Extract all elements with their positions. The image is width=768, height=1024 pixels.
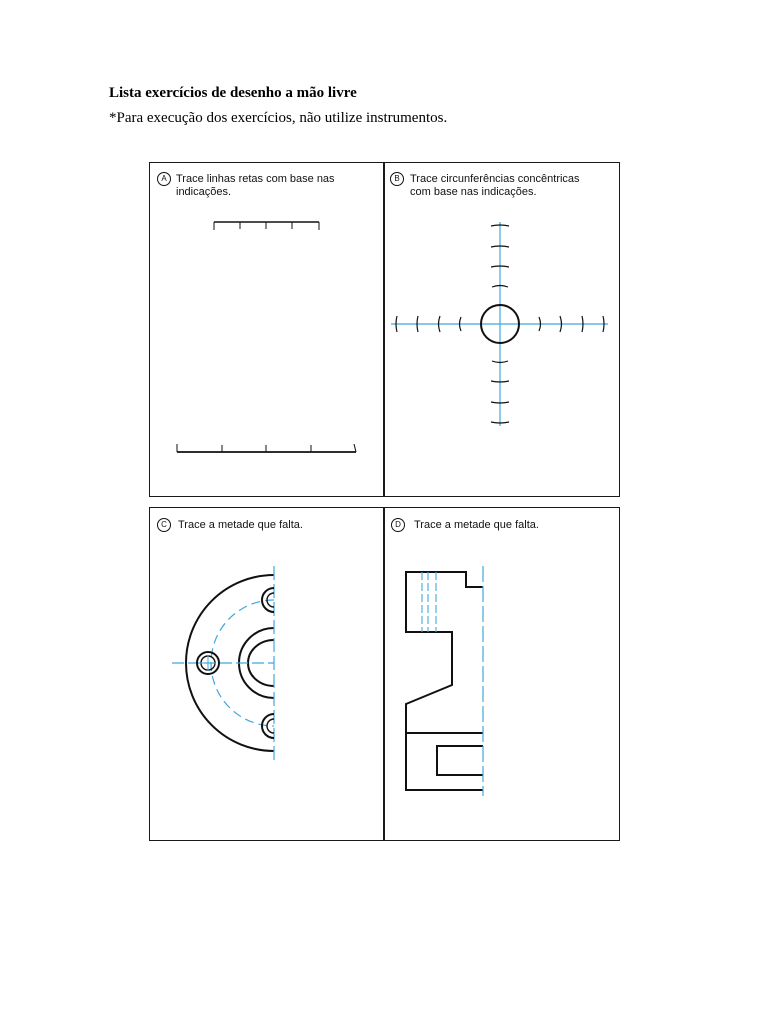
panel-a-short-line bbox=[214, 222, 319, 230]
panel-d-profile bbox=[406, 566, 483, 796]
panel-c-line-1: Trace a metade que falta. bbox=[178, 519, 303, 531]
panel-a-line-1: Trace linhas retas com base nas bbox=[176, 173, 335, 185]
page-subtitle: *Para execução dos exercícios, não utilize instrumentos. bbox=[109, 110, 448, 126]
panel-a-line-2: indicações. bbox=[176, 186, 232, 198]
panel-b-line-1: Trace circunferências concêntricas bbox=[410, 173, 580, 185]
panel-c-flange bbox=[172, 566, 274, 760]
panel-c-badge: C bbox=[157, 518, 171, 532]
panel-a-long-line bbox=[177, 444, 356, 452]
panel-b-badge: B bbox=[390, 172, 404, 186]
panel-b-center-lines bbox=[391, 222, 608, 426]
panel-d-badge: D bbox=[391, 518, 405, 532]
panel-b-line-2: com base nas indicações. bbox=[410, 186, 537, 198]
panel-d-line-1: Trace a metade que falta. bbox=[414, 519, 539, 531]
page-title: Lista exercícios de desenho a mão livre bbox=[109, 85, 357, 101]
panel-a-badge: A bbox=[157, 172, 171, 186]
